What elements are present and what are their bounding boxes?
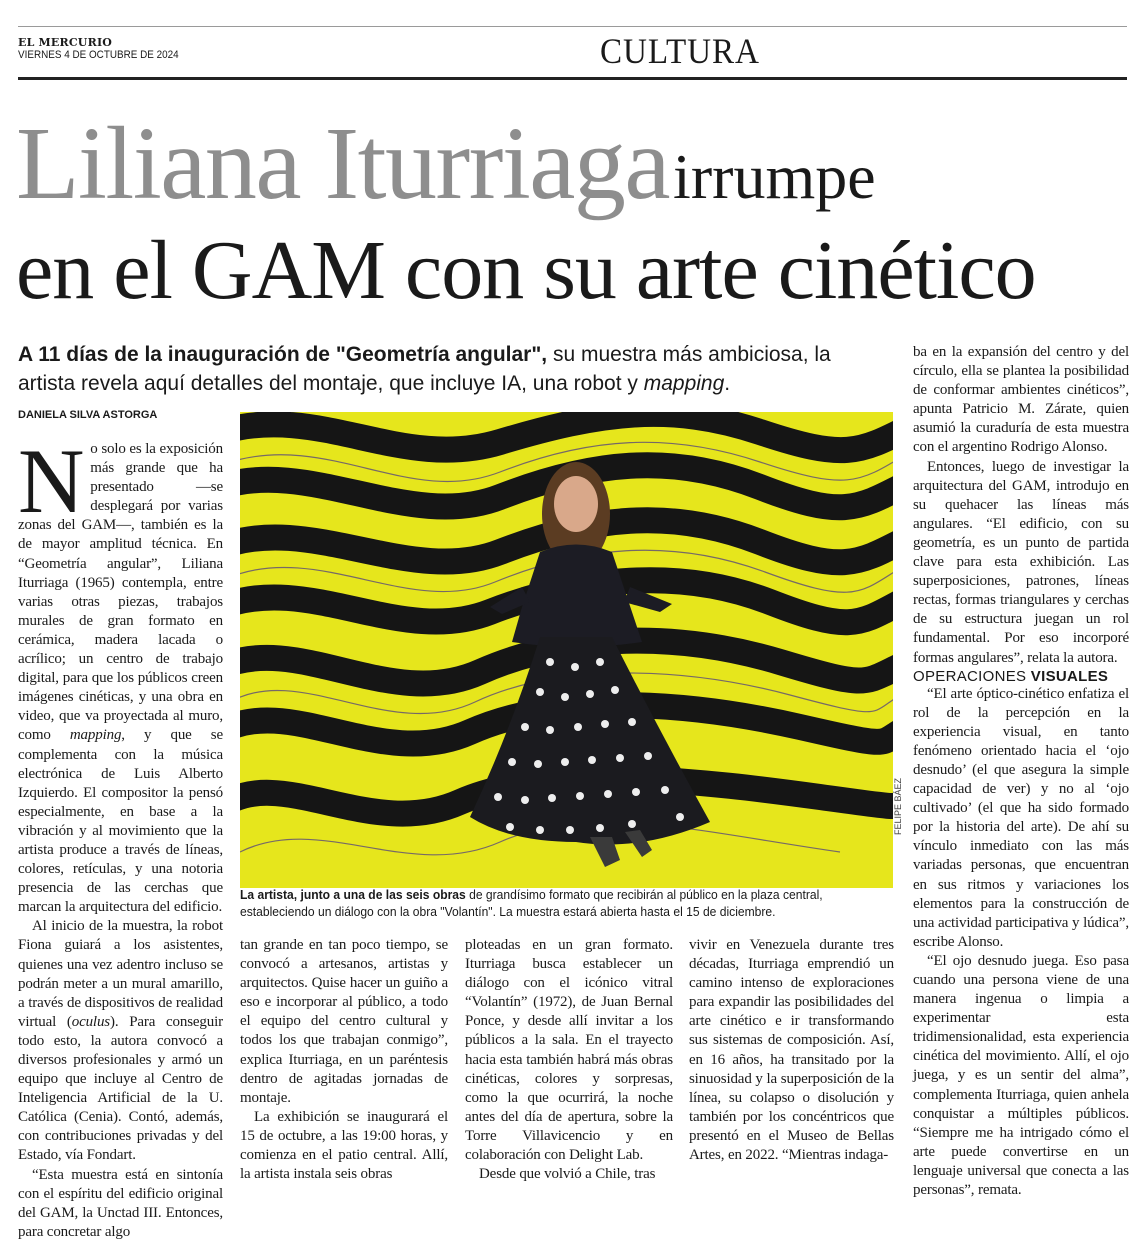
column-3 [465,936,673,1184]
byline: DANIELA SILVA ASTORGA [18,409,158,421]
paragraph: ba en la expansión del centro y del círculo, ella se plantea la posibilidad de conformar ambientes cinéticos”, apunta Patricio M. Zárate, quien asumió la curaduría de esta muestra con el argentino Rodrigo Alonso. [913,344,1129,456]
headline-name: Liliana Iturriaga [16,106,670,221]
headline-line-1 [16,106,876,221]
paragraph: Desde que volvió a Chile, tras [479,1166,656,1183]
paragraph: “El arte óptico-cinético enfatiza el rol de la percepción en la experiencia visual, en tanto fenómeno orientado hacia el ‘ojo desnudo’ (el que asegura la simple capacidad de ver) y no al ‘ojo cultivado’ (el que ha sido formado por la historia del arte). De ahí su vínculo inmediato con las más variadas personas, que encuentran en sus ritmos y variaciones los elementos para la construcción de una actividad participativa y lúdica”, escribe Alonso. [913,685,1129,950]
paragraph: “Esta muestra está en sintonía con el espíritu del edificio original del GAM, la Unctad III. Entonces, para concretar algo [18,1166,223,1240]
deck-end: . [724,372,731,395]
paragraph: ploteadas en un gran formato. Iturriaga busca establecer un diálogo con el icónico vitral “Volantín” (1972), de Juan Bernal Ponce, y desde allí invitar a los públicos a la sala. En el trayecto hacia esta también habrá más obras cinéticas, colores y sorpresas, como la que ocurrirá, la noche antes del día de apertura, sobre la Torre Villavicencio y en colaboración con Delight Lab. [465,937,673,1164]
subheading [913,668,1129,685]
subheading-bold: VISUALES [1030,667,1109,685]
paragraph: La exhibición se inaugurará el 15 de octubre, a las 19:00 horas, y comienza en el patio central. Allí, la artista instala seis obras [240,1108,448,1183]
top-rule [18,26,1127,27]
paragraph-text: Al inicio de la muestra, la robot Fiona guiará a los asistentes, quienes una vez adentro incluso se podrán meter a un mural amarillo, a través de dispositivos de realidad virtual ( [18,918,223,1030]
column-4 [689,936,894,1165]
article-photo [240,412,893,888]
caption-text: de grandísimo formato que recibirán al público en la plaza central, estableciendo un diálogo con la obra "Volantín". La muestra estará abierta hasta el 15 de diciembre. [240,887,823,919]
paragraph-text: ). Para conseguir todo esto, la autora convocó a diversos profesionales y armó un equipo que incluye al Centro de Inteligencia Artificial de la U. Católica (Cenia). Contó, además, con contribuciones privadas y del Estado, vía Fondart. [18,1013,223,1164]
column-2 [240,936,448,1184]
publication-date: VIERNES 4 DE OCTUBRE DE 2024 [18,49,179,61]
headline-verb: irrumpe [673,141,876,212]
deck-italic: mapping [643,372,725,395]
deck-bold: A 11 días de la inauguración de "Geometría angular", [18,343,548,366]
drop-cap: N [18,430,85,532]
paragraph-text: , y que se complementa con la música electrónica de Luis Alberto Izquierdo. El compositor la pensó especialmente, en base a la vibración y al movimiento que la artista produce a través de líneas, colores, retículas, y una notoria presencia de las cerchas que marcan la arquitectura del edificio. [18,727,223,916]
deck [18,340,888,398]
paragraph [18,917,223,1165]
paragraph: vivir en Venezuela durante tres décadas, Iturriaga emprendió un camino intenso de exploraciones para expandir las posibilidades del arte cinético e ir transformando sus sistemas de composición. Así, en 16 años, ha transitado por la sinuosidad y la superposición de la línea, su colapso o disolución y también por los concéntricos que presentó en el Museo de Bellas Artes, en 2022. “Mientras indaga- [689,937,894,1164]
headline-line-2: en el GAM con su arte cinético [16,224,1036,317]
italic-term: oculus [71,1013,110,1030]
italic-term: mapping [69,727,122,744]
paragraph: Entonces, luego de investigar la arquitectura del GAM, introdujo en su quehacer las líneas más angulares. “El edificio, con su geometría, es un punto de partida clave para esta exhibición. Las superposiciones, patrones, líneas rectas, formas triangulares y cerchas de su estructura juegan un rol fundamental. Por eso incorporé formas angulares”, relata la autora. [913,458,1129,666]
paragraph [18,430,223,917]
deck-text: su muestra más ambiciosa, la artista revela aquí detalles del montaje, que incluye IA, una robot y [18,343,831,395]
paragraph: tan grande en tan poco tiempo, se convocó a artesanos, artistas y arquitectos. Quise hacer un guiño a eso e incorporar al público, a todo el equipo del centro cultural y todos los que trabajan conmigo”, explica Iturriaga, en un paréntesis dentro de agitadas jornadas de montaje. [240,937,448,1106]
section-title: CULTURA [600,31,760,71]
paragraph: “El ojo desnudo juega. Eso pasa cuando una persona viene de una manera ingenua o limpia a experimentar esta tridimensionalidad, esta experiencia cinética del movimiento. Allí, el ojo juega, y es un sentir del alma”, complementa Iturriaga, quien anhela conquistar a múltiples públicos. “Siempre me ha intrigado cómo el arte puede convertirse en un lenguaje universal que conecta a las personas”, remata. [913,952,1129,1199]
subheading-light: OPERACIONES [913,667,1031,685]
newspaper-name: EL MERCURIO [18,36,113,49]
paragraph-text: o solo es la exposición más grande que ha presentado —se desplegará por varias zonas del GAM—, también es la de mayor amplitud técnica. En “Geometría angular”, Liliana Iturriaga (1965) contempla, entre varias otras piezas, trabajos murales de gran formato en cerámica, madera lacada o acrílico; un centro de trabajo digital, para que los públicos creen imágenes cinéticas, y una obra en video, que va proyectada al muro, como [18,441,223,744]
artwork-photo-illustration [240,412,893,888]
column-5 [913,343,1129,1200]
column-1 [18,430,223,1242]
caption-bold: La artista, junto a una de las seis obras [240,887,466,902]
photo-caption [240,886,900,920]
photo-credit: FELIPE BÁEZ [893,777,903,835]
header-rule [18,77,1127,80]
